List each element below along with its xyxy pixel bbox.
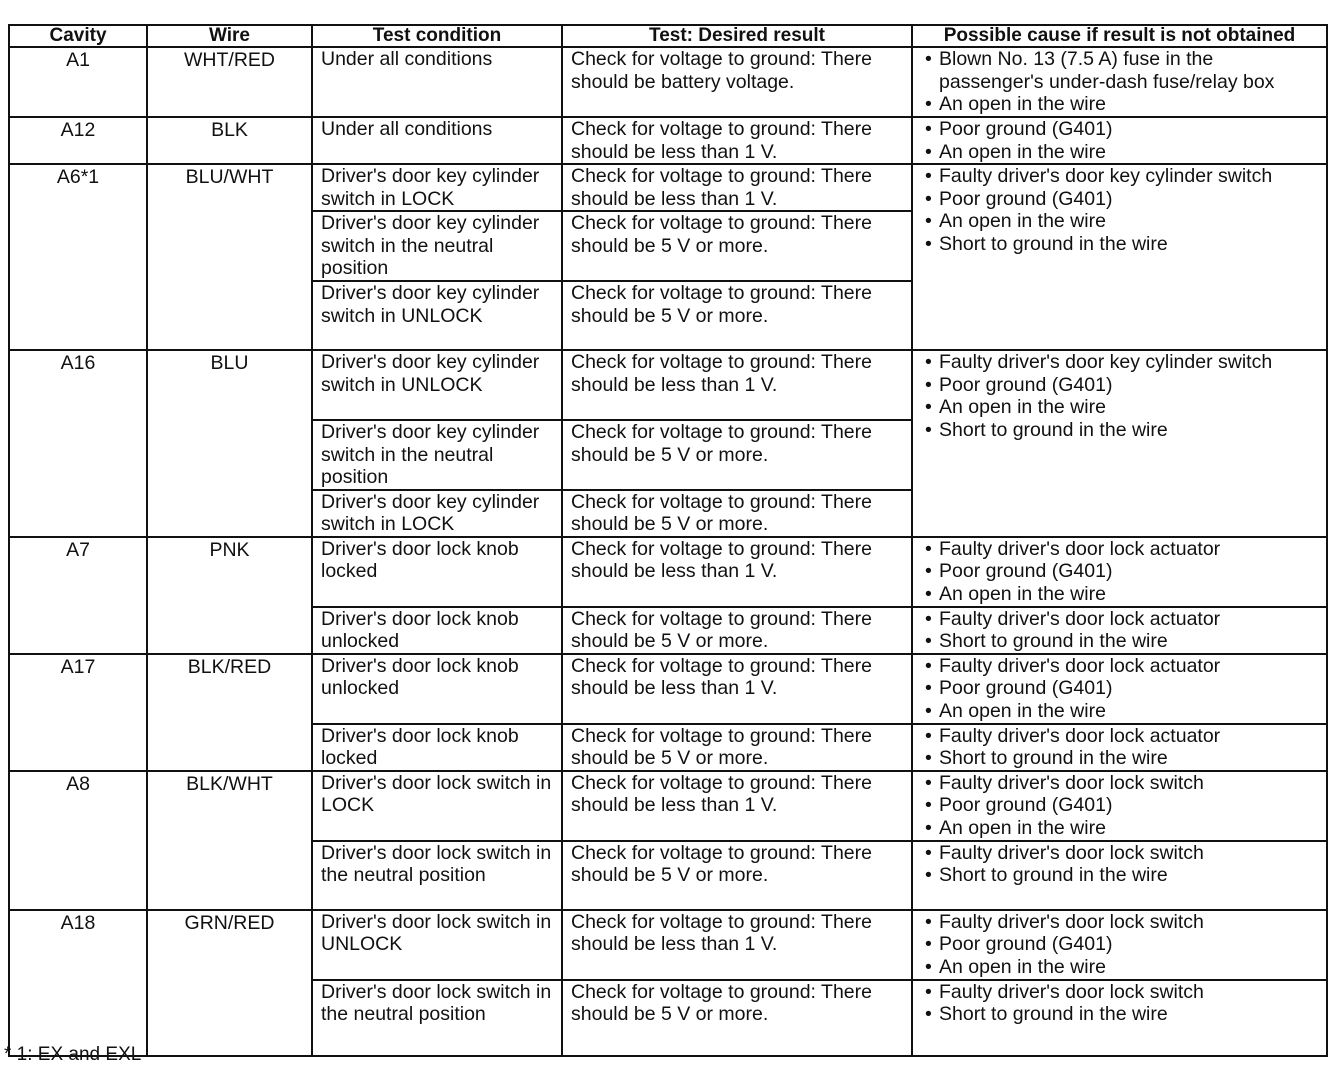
table-row bbox=[9, 350, 1327, 420]
header-wire: Wire bbox=[147, 25, 312, 47]
cause-item: • An open in the wire bbox=[919, 396, 1320, 419]
possible-cause-cell bbox=[912, 980, 1327, 1056]
header-cavity: Cavity bbox=[9, 25, 147, 47]
possible-cause-cell bbox=[912, 841, 1327, 910]
cause-item: • Faulty driver's door lock actuator bbox=[919, 538, 1320, 561]
cause-item: • Faulty driver's door lock switch bbox=[919, 911, 1320, 934]
cause-item: • An open in the wire bbox=[919, 93, 1320, 116]
desired-result-cell: Check for voltage to ground: There should be less than 1 V. bbox=[562, 117, 912, 164]
table-row bbox=[9, 771, 1327, 841]
cavity-cell: A8 bbox=[9, 771, 147, 910]
desired-result-cell: Check for voltage to ground: There should be less than 1 V. bbox=[562, 537, 912, 607]
cause-item: • Faulty driver's door key cylinder switch bbox=[919, 165, 1320, 188]
table-row bbox=[9, 47, 1327, 117]
possible-cause-cell bbox=[912, 117, 1327, 164]
cavity-cell: A12 bbox=[9, 117, 147, 164]
cause-item: • Poor ground (G401) bbox=[919, 677, 1320, 700]
desired-result-cell: Check for voltage to ground: There should be 5 V or more. bbox=[562, 980, 912, 1056]
cause-item: • An open in the wire bbox=[919, 141, 1320, 164]
desired-result-cell: Check for voltage to ground: There should be 5 V or more. bbox=[562, 607, 912, 654]
test-condition-cell: Driver's door key cylinder switch in UNLOCK bbox=[312, 350, 562, 420]
header-test-condition: Test condition bbox=[312, 25, 562, 47]
wire-color-cell: BLK/WHT bbox=[147, 771, 312, 910]
footnote: * 1: EX and EXL bbox=[4, 1044, 142, 1065]
test-condition-cell: Driver's door lock knob locked bbox=[312, 724, 562, 771]
cause-list bbox=[919, 655, 1320, 723]
test-condition-cell: Driver's door lock knob unlocked bbox=[312, 654, 562, 724]
cause-list bbox=[919, 842, 1320, 887]
wire-color-cell: BLK/RED bbox=[147, 654, 312, 771]
possible-cause-cell bbox=[912, 350, 1327, 537]
table-row bbox=[9, 537, 1327, 607]
cause-item: • Faulty driver's door lock actuator bbox=[919, 608, 1320, 631]
desired-result-cell: Check for voltage to ground: There should be 5 V or more. bbox=[562, 211, 912, 281]
test-condition-cell: Driver's door key cylinder switch in LOCK bbox=[312, 490, 562, 537]
wire-color-cell: BLU/WHT bbox=[147, 164, 312, 350]
test-condition-cell: Under all conditions bbox=[312, 117, 562, 164]
desired-result-cell: Check for voltage to ground: There should be less than 1 V. bbox=[562, 350, 912, 420]
cause-list bbox=[919, 608, 1320, 653]
cause-item: • Poor ground (G401) bbox=[919, 933, 1320, 956]
wire-color-cell: WHT/RED bbox=[147, 47, 312, 117]
cause-item: • Faulty driver's door lock switch bbox=[919, 842, 1320, 865]
cause-list bbox=[919, 118, 1320, 163]
possible-cause-cell bbox=[912, 537, 1327, 607]
cavity-cell: A7 bbox=[9, 537, 147, 654]
wire-color-cell: BLU bbox=[147, 350, 312, 537]
cause-item: • Faulty driver's door key cylinder switch bbox=[919, 351, 1320, 374]
possible-cause-cell bbox=[912, 724, 1327, 771]
header-desired-result: Test: Desired result bbox=[562, 25, 912, 47]
cause-list bbox=[919, 351, 1320, 441]
cavity-cell: A18 bbox=[9, 910, 147, 1056]
cause-item: • Faulty driver's door lock switch bbox=[919, 981, 1320, 1004]
cause-item: • Short to ground in the wire bbox=[919, 1003, 1320, 1026]
cause-item: • Poor ground (G401) bbox=[919, 374, 1320, 397]
cause-item: • Faulty driver's door lock actuator bbox=[919, 725, 1320, 748]
cause-list bbox=[919, 538, 1320, 606]
cause-item: • Poor ground (G401) bbox=[919, 794, 1320, 817]
test-condition-cell: Driver's door key cylinder switch in the neutral position bbox=[312, 211, 562, 281]
cause-item: • An open in the wire bbox=[919, 700, 1320, 723]
possible-cause-cell bbox=[912, 607, 1327, 654]
connector-test-table bbox=[8, 24, 1328, 1057]
desired-result-cell: Check for voltage to ground: There should be less than 1 V. bbox=[562, 771, 912, 841]
wire-color-cell: BLK bbox=[147, 117, 312, 164]
wire-color-cell: GRN/RED bbox=[147, 910, 312, 1056]
test-condition-cell: Driver's door key cylinder switch in LOCK bbox=[312, 164, 562, 211]
cause-item: • Short to ground in the wire bbox=[919, 864, 1320, 887]
cavity-cell: A16 bbox=[9, 350, 147, 537]
desired-result-cell: Check for voltage to ground: There should be 5 V or more. bbox=[562, 841, 912, 910]
table-row bbox=[9, 910, 1327, 980]
cavity-cell: A6*1 bbox=[9, 164, 147, 350]
test-condition-cell: Driver's door lock switch in UNLOCK bbox=[312, 910, 562, 980]
header-possible-cause: Possible cause if result is not obtained bbox=[912, 25, 1327, 47]
cause-item: • Blown No. 13 (7.5 A) fuse in the passenger's under-dash fuse/relay box bbox=[919, 48, 1320, 93]
table-row bbox=[9, 164, 1327, 211]
test-condition-cell: Under all conditions bbox=[312, 47, 562, 117]
cause-list bbox=[919, 911, 1320, 979]
cause-list bbox=[919, 981, 1320, 1026]
cause-item: • Poor ground (G401) bbox=[919, 118, 1320, 141]
cavity-cell: A17 bbox=[9, 654, 147, 771]
cause-item: • Poor ground (G401) bbox=[919, 560, 1320, 583]
possible-cause-cell bbox=[912, 47, 1327, 117]
cause-item: • Poor ground (G401) bbox=[919, 188, 1320, 211]
test-condition-cell: Driver's door lock switch in LOCK bbox=[312, 771, 562, 841]
desired-result-cell: Check for voltage to ground: There should be 5 V or more. bbox=[562, 724, 912, 771]
possible-cause-cell bbox=[912, 164, 1327, 350]
header-row bbox=[9, 25, 1327, 47]
cause-item: • An open in the wire bbox=[919, 210, 1320, 233]
table-body bbox=[9, 47, 1327, 1056]
possible-cause-cell bbox=[912, 654, 1327, 724]
test-condition-cell: Driver's door lock switch in the neutral position bbox=[312, 980, 562, 1056]
test-condition-cell: Driver's door lock knob unlocked bbox=[312, 607, 562, 654]
desired-result-cell: Check for voltage to ground: There should be less than 1 V. bbox=[562, 164, 912, 211]
desired-result-cell: Check for voltage to ground: There should be less than 1 V. bbox=[562, 910, 912, 980]
test-condition-cell: Driver's door lock switch in the neutral position bbox=[312, 841, 562, 910]
test-condition-cell: Driver's door key cylinder switch in the neutral position bbox=[312, 420, 562, 490]
possible-cause-cell bbox=[912, 771, 1327, 841]
desired-result-cell: Check for voltage to ground: There should be 5 V or more. bbox=[562, 490, 912, 537]
desired-result-cell: Check for voltage to ground: There should be battery voltage. bbox=[562, 47, 912, 117]
cause-item: • An open in the wire bbox=[919, 583, 1320, 606]
desired-result-cell: Check for voltage to ground: There should be 5 V or more. bbox=[562, 420, 912, 490]
cause-list bbox=[919, 725, 1320, 770]
desired-result-cell: Check for voltage to ground: There should be 5 V or more. bbox=[562, 281, 912, 350]
cause-item: • Short to ground in the wire bbox=[919, 233, 1320, 256]
table-row bbox=[9, 117, 1327, 164]
cause-item: • An open in the wire bbox=[919, 817, 1320, 840]
cause-list bbox=[919, 772, 1320, 840]
cause-item: • Faulty driver's door lock actuator bbox=[919, 655, 1320, 678]
cavity-cell: A1 bbox=[9, 47, 147, 117]
cause-item: • Short to ground in the wire bbox=[919, 419, 1320, 442]
cause-item: • Short to ground in the wire bbox=[919, 630, 1320, 653]
test-condition-cell: Driver's door lock knob locked bbox=[312, 537, 562, 607]
possible-cause-cell bbox=[912, 910, 1327, 980]
table-row bbox=[9, 654, 1327, 724]
test-condition-cell: Driver's door key cylinder switch in UNLOCK bbox=[312, 281, 562, 350]
cause-list bbox=[919, 165, 1320, 255]
desired-result-cell: Check for voltage to ground: There should be less than 1 V. bbox=[562, 654, 912, 724]
cause-item: • Short to ground in the wire bbox=[919, 747, 1320, 770]
cause-list bbox=[919, 48, 1320, 116]
cause-item: • An open in the wire bbox=[919, 956, 1320, 979]
cause-item: • Faulty driver's door lock switch bbox=[919, 772, 1320, 795]
wire-color-cell: PNK bbox=[147, 537, 312, 654]
